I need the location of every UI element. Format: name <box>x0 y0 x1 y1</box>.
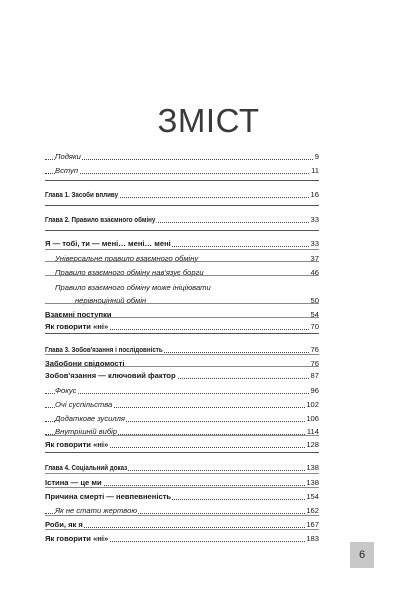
toc-entry <box>45 213 319 227</box>
section-divider <box>45 333 319 334</box>
toc-entry <box>45 188 319 202</box>
toc-entry <box>45 281 319 295</box>
toc-entry-page: 162 <box>305 504 319 518</box>
toc-leader-dots <box>45 173 319 174</box>
toc-entry-page: 183 <box>305 532 319 546</box>
toc-entry-title: Я — тобі, ти — мені… мені… мені <box>45 237 172 251</box>
toc-entry-title: Правило взаємного обміну нав'язує борги <box>55 266 205 280</box>
toc-entry-title: Подяки <box>55 150 82 164</box>
toc-entry-title: Як не стати жертвою <box>55 504 138 518</box>
toc-entry-title: Забобони свідомості <box>45 357 125 371</box>
toc-entry-title: Як говорити «ні» <box>45 532 109 546</box>
entry-divider <box>45 487 319 488</box>
toc-entry-page: 128 <box>305 438 319 452</box>
toc-entry-page: 167 <box>305 518 319 532</box>
toc-entry <box>45 532 319 546</box>
toc-entry-title: Роби, як я <box>45 518 84 532</box>
toc-entry-title: Правило взаємного обміну може ініціювати <box>55 281 212 295</box>
toc-entry <box>45 425 319 439</box>
toc-entry-page: 54 <box>310 308 319 322</box>
toc-entry <box>45 164 319 178</box>
page-number: 6 <box>350 542 374 568</box>
toc-entry-page: 102 <box>305 398 319 412</box>
toc-entry-page: 154 <box>305 490 319 504</box>
toc-entry-page: 9 <box>314 150 319 164</box>
entry-divider <box>45 366 319 367</box>
toc-leader-dots <box>45 393 319 394</box>
toc-entry-page: 33 <box>310 237 319 251</box>
toc-entry-title: Внутрішній вибір <box>55 425 118 439</box>
entry-divider <box>45 261 319 262</box>
toc-entry-title: Взаємні поступки <box>45 308 113 322</box>
toc-entry-title: Універсальне правило взаємного обміну <box>55 252 199 266</box>
entry-divider <box>45 303 319 304</box>
toc-entry <box>45 412 319 426</box>
entry-divider <box>45 435 319 436</box>
toc-entry <box>45 490 319 504</box>
toc-entry-title: Як говорити «ні» <box>45 438 109 452</box>
toc-entry-title: Причина смерті — невпевненість <box>45 490 172 504</box>
toc-entry-title: Зобов'язання — ключовий фактор <box>45 369 177 383</box>
toc-entry-page: 138 <box>305 476 319 490</box>
entry-divider <box>45 515 319 516</box>
page-title: ЗМІСТ <box>157 102 260 139</box>
toc-entry-page: 114 <box>306 425 319 439</box>
toc-entry-page: 16 <box>310 188 319 202</box>
toc-entry <box>45 398 319 412</box>
toc-entry-page: 46 <box>310 266 319 280</box>
toc-entry <box>45 252 319 266</box>
toc-entry-title: Глава 3. Зобов'язання і послідовність <box>45 343 163 357</box>
toc-entry-page: 96 <box>310 384 319 398</box>
toc-entry-title: Як говорити «ні» <box>45 320 109 334</box>
entry-divider <box>45 275 319 276</box>
toc-entry <box>45 320 319 334</box>
toc-entry-title: Глава 1. Засоби впливу <box>45 188 119 202</box>
entry-divider <box>45 529 319 530</box>
section-divider <box>45 180 319 181</box>
toc-entry-title: Додаткове зусилля <box>55 412 126 426</box>
toc-entry-page: 106 <box>305 412 319 426</box>
toc-leader-dots <box>45 527 319 528</box>
toc-entry-title: Істина — це ми <box>45 476 103 490</box>
toc-entry-page: 11 <box>310 164 319 178</box>
toc-entry-page: 138 <box>305 461 319 475</box>
entry-divider <box>45 317 319 318</box>
toc-entry <box>45 266 319 280</box>
toc-entry-page: 76 <box>310 343 319 357</box>
toc-entry <box>45 294 319 308</box>
toc-entry <box>45 384 319 398</box>
toc-entry-title: нерівноцінний обмін <box>75 294 147 308</box>
toc-entry <box>45 438 319 452</box>
entry-divider <box>45 473 319 474</box>
toc-entry <box>45 369 319 383</box>
toc-entry-title: Фокус <box>55 384 77 398</box>
toc-entry-page: 87 <box>310 369 319 383</box>
section-divider <box>45 205 319 206</box>
toc-entry-title: Вступ <box>55 164 79 178</box>
toc-entry <box>45 150 319 164</box>
toc-entry-page: 37 <box>310 252 319 266</box>
toc-entry-page: 70 <box>310 320 319 334</box>
toc-entry-title: Глава 2. Правило взаємного обміну <box>45 213 156 227</box>
toc-entry-page: 76 <box>310 357 319 371</box>
entry-divider <box>45 354 319 355</box>
toc-entry-page: 33 <box>310 213 319 227</box>
toc-entry-title: Глава 4. Соціальний доказ <box>45 461 128 475</box>
toc-entry-title: Очі суспільства <box>55 398 113 412</box>
toc-entry-page: 50 <box>310 294 319 308</box>
toc-leader-dots <box>45 159 319 160</box>
section-divider <box>45 452 319 453</box>
entry-divider <box>45 249 319 250</box>
section-divider <box>45 230 319 231</box>
